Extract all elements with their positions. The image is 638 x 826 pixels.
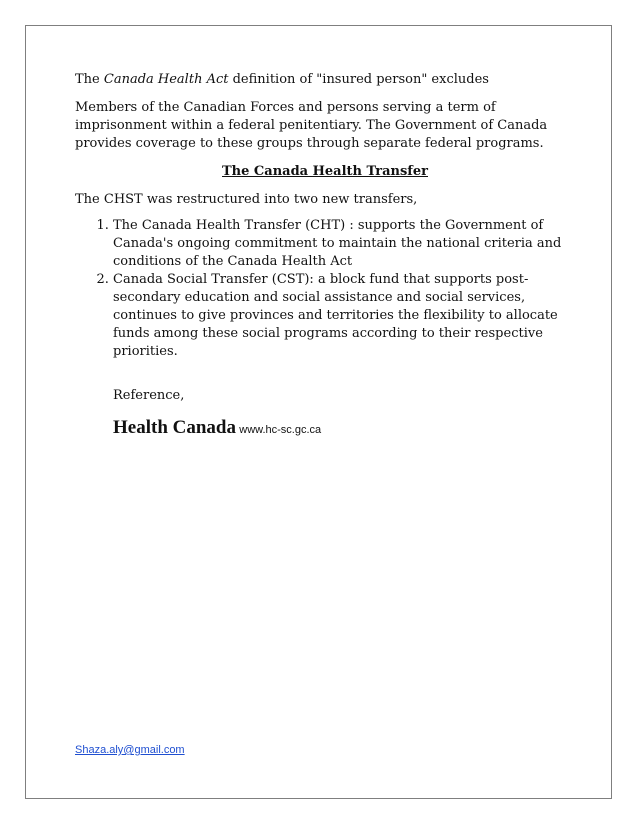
reference-signature <box>113 419 575 439</box>
intro-paragraph <box>75 71 575 89</box>
act-name: Canada Health Act <box>103 72 229 87</box>
reference-url: www.hc-sc.gc.ca <box>239 424 322 436</box>
reference-organization: Health Canada <box>113 417 236 438</box>
intro-suffix: definition of "insured person" excludes <box>228 72 489 87</box>
transfers-list <box>75 217 575 361</box>
footer-email-link[interactable]: Shaza.aly@gmail.com <box>75 744 185 756</box>
exclusion-paragraph: Members of the Canadian Forces and persons serving a term of imprisonment within a federal penitentiary. The Government of Canada provides coverage to these groups through separate federal programs. <box>75 100 548 151</box>
intro-prefix: The <box>75 72 104 87</box>
list-item: 1. The Canada Health Transfer (CHT) : supports the Government of Canada's ongoing commitment to maintain the national criteria and conditions of the Canada Health Act <box>113 217 575 271</box>
restructure-paragraph: The CHST was restructured into two new transfers, <box>75 192 418 207</box>
document-body <box>75 71 575 439</box>
section-heading: The Canada Health Transfer <box>222 164 428 179</box>
reference-label: Reference, <box>113 388 185 403</box>
list-item: 2. Canada Social Transfer (CST): a block fund that supports post-secondary education and social assistance and social services, continues to give provinces and territories the flexibility to allocate funds among these social programs according to their respective priorities. <box>113 271 575 361</box>
